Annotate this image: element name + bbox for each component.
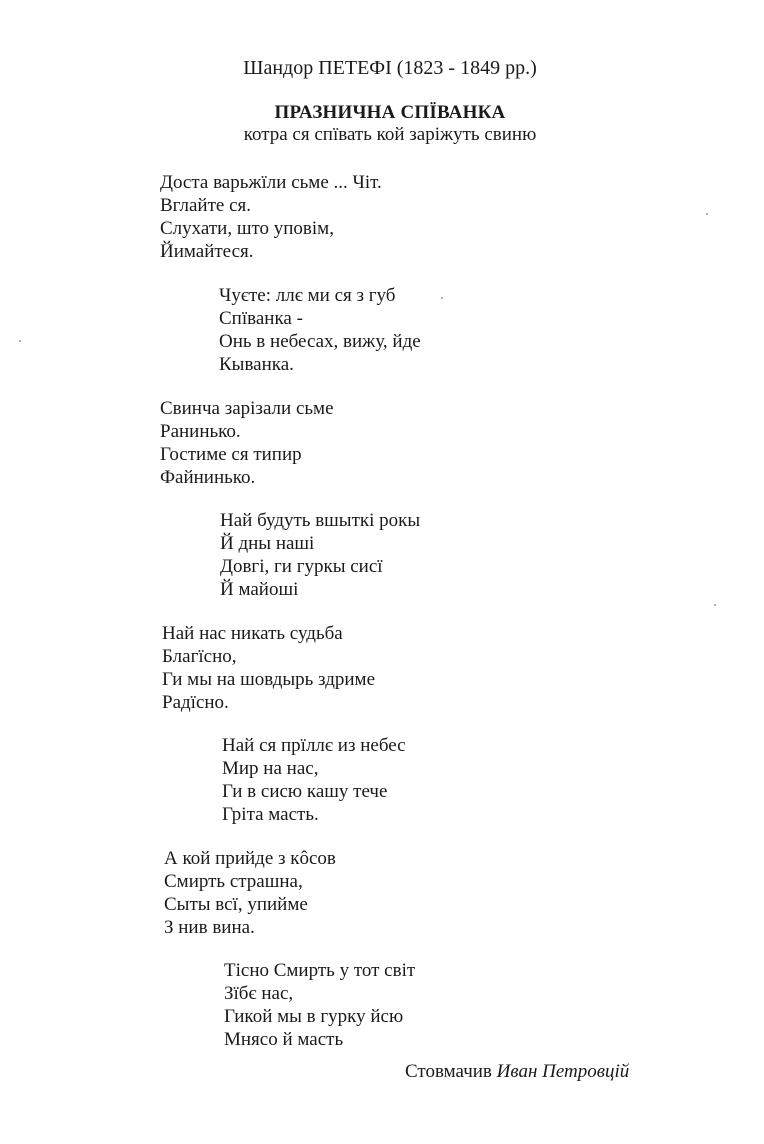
- poem-line: Йимайтеся.: [160, 241, 254, 262]
- poem-line: Ранинько.: [160, 421, 241, 442]
- translator-name: Иван Петровцій: [496, 1061, 630, 1082]
- poem-line: Й дны наші: [220, 533, 315, 554]
- poem-line: Онь в небесах, вижу, йде: [219, 331, 421, 352]
- poem-line: Й майоші: [220, 579, 299, 600]
- poem-line: Свинча зарізали сьме: [160, 398, 334, 419]
- poem-line: З нив вина.: [164, 917, 255, 938]
- poem-line: Зїбє нас,: [224, 983, 294, 1004]
- poem-line: Гостиме ся типир: [160, 444, 302, 465]
- stanza-7: [164, 847, 336, 939]
- scan-speck: [706, 213, 708, 215]
- poem-line: Най ся прїллє из небес: [222, 735, 406, 756]
- poem-line: Ги мы на шовдырь здриме: [162, 669, 375, 690]
- scan-speck: [714, 604, 716, 606]
- poem-line: Вглайте ся.: [160, 195, 251, 216]
- poem-line: Мнясо й масть: [224, 1029, 344, 1050]
- scan-speck: [441, 297, 443, 299]
- poem-line: Кыванка.: [219, 354, 294, 375]
- scan-speck: [19, 340, 21, 342]
- translator-signature: [405, 1061, 629, 1083]
- poem-line: Файнинько.: [160, 467, 256, 488]
- stanza-5: [162, 622, 375, 714]
- poem-line: Радїсно.: [162, 692, 229, 713]
- stanza-8: [224, 959, 415, 1051]
- stanza-3: [160, 397, 334, 489]
- poem-line: Ги в сисю кашу тече: [222, 781, 388, 802]
- poem-line: Благїсно,: [162, 646, 237, 667]
- poem-line: Смирть страшна,: [164, 871, 303, 892]
- poem-line: Довгі, ги гуркы сисї: [220, 556, 383, 577]
- poem-line: Доста варьжїли сьме ... Чіт.: [160, 172, 382, 193]
- poem-line: Мир на нас,: [222, 758, 319, 779]
- poem-title: ПРАЗНИЧНА СПЇВАНКА: [274, 102, 506, 123]
- poem-line: Спїванка -: [219, 308, 303, 329]
- poem-line: А кой прийде з кôсов: [164, 848, 336, 869]
- stanza-6: [222, 734, 406, 826]
- stanza-2: [219, 284, 421, 376]
- author-line: Шандор ПЕТЕФІ (1823 - 1849 рр.): [243, 57, 537, 79]
- poem-line: Гикой мы в гурку йсю: [224, 1006, 404, 1027]
- stanza-4: [220, 509, 420, 601]
- poem-line: Гріта масть.: [222, 804, 319, 825]
- stanza-1: [160, 171, 382, 263]
- poem-line: Най будуть вшыткі рокы: [220, 510, 421, 531]
- poem-line: Сыты всї, упийме: [164, 894, 308, 915]
- poem-line: Чуєте: ллє ми ся з губ: [219, 285, 396, 306]
- poem-line: Тісно Смирть у тот світ: [224, 960, 416, 981]
- poem-line: Слухати, што уповім,: [160, 218, 334, 239]
- poem-subtitle: котра ся спївать кой заріжуть свиню: [243, 124, 537, 145]
- signature-prefix: Стовмачив: [405, 1061, 492, 1082]
- poem-line: Най нас никать судьба: [162, 623, 343, 644]
